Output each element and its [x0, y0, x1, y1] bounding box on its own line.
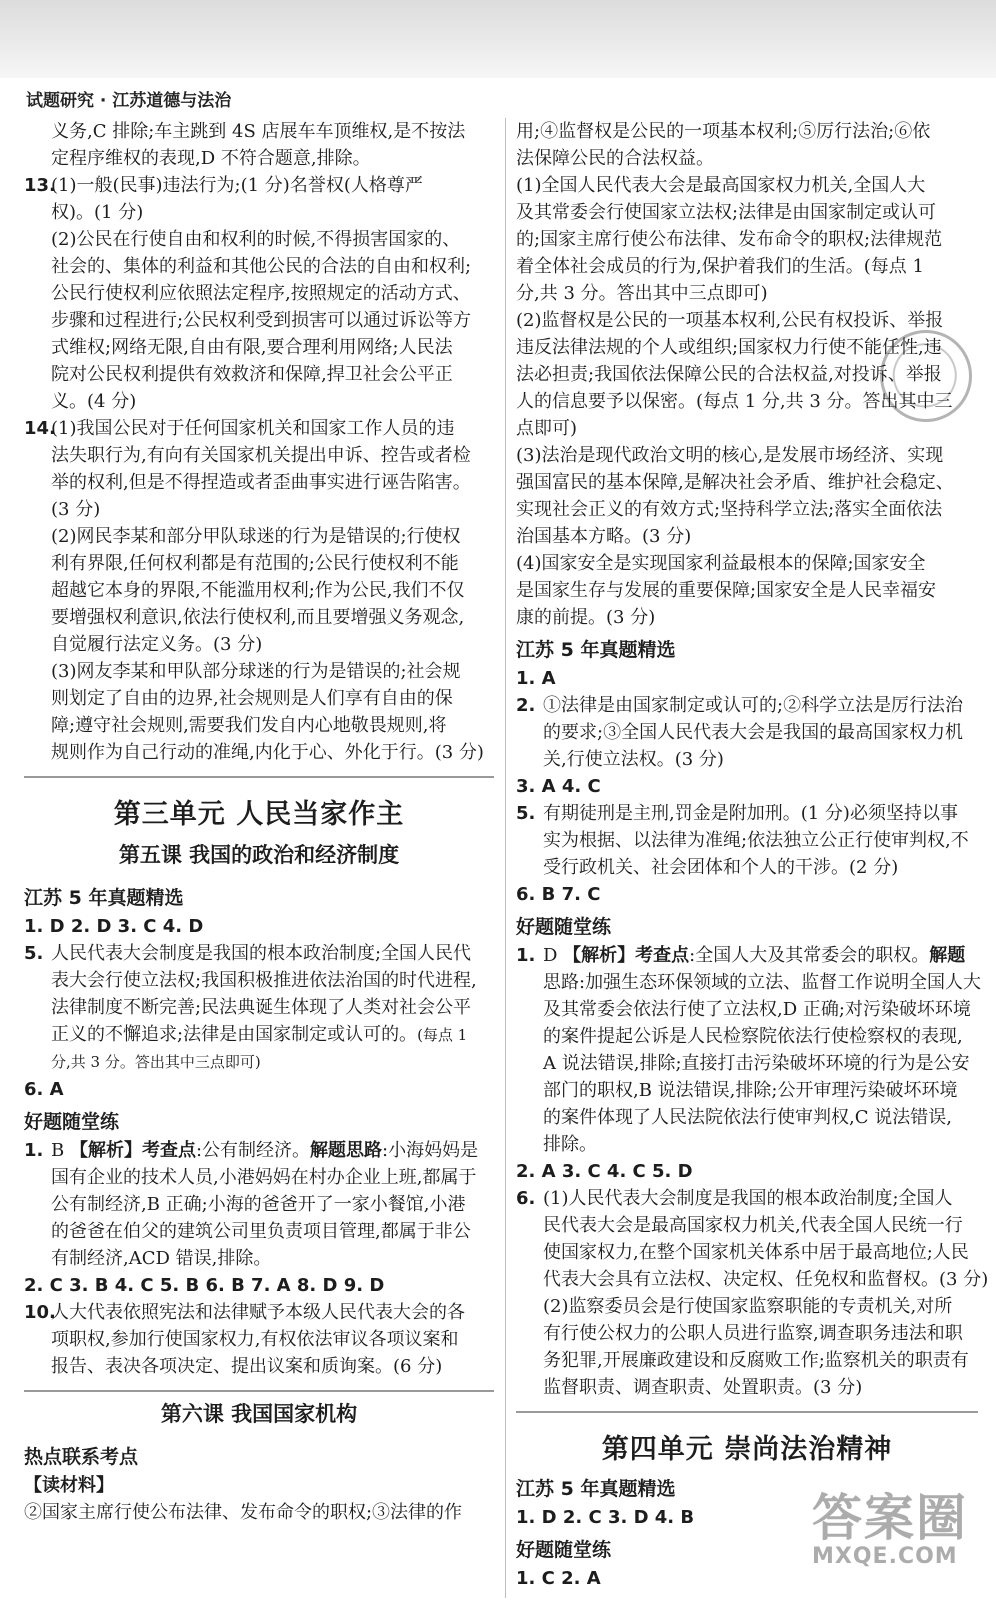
text-line: (2)网民李某和部分甲队球迷的行为是错误的;行使权	[51, 526, 461, 547]
text-line: 治国基本方略。(3 分)	[516, 526, 692, 547]
answer-5	[24, 940, 494, 1076]
text-line: 定程序维权的表现,D 不符合题意,排除。	[51, 148, 371, 169]
section-heading: 好题随堂练	[516, 916, 612, 938]
text-line: ②国家主席行使公布法律、发布命令的职权;③法律的作	[24, 1502, 463, 1523]
question-number: 6.	[516, 1188, 536, 1209]
read-material-tag: 【读材料】	[24, 1475, 114, 1496]
question-number: 13.	[24, 175, 56, 196]
analysis-tag: 【解析】	[563, 945, 636, 966]
section-heading: 好题随堂练	[24, 1111, 120, 1133]
text-line: 违反法律法规的个人或组织;国家权力行使不能任性,违	[516, 337, 942, 358]
text-line: (1)一般(民事)违法行为;(1 分)名誉权(人格尊严	[51, 175, 423, 196]
answer-letter: B	[51, 1140, 65, 1161]
text-line: 正义的不懈追求;法律是由国家制定或认可的。	[51, 1024, 418, 1045]
text-line: 的要求;③全国人民代表大会是我国的最高国家权力机	[543, 722, 964, 743]
score-note: (每点 1	[417, 1026, 468, 1044]
practice-1	[516, 942, 982, 1158]
paragraph-1	[516, 172, 978, 307]
answer-row: 1. D 2. C 3. D 4. B	[516, 1507, 695, 1528]
text-line: 民代表大会是最高国家权力机关,代表全国人民统一行	[543, 1215, 963, 1236]
running-head: 试题研究 · 江苏道德与法治	[26, 91, 232, 111]
text-line: (2)监督权是公民的一项基本权利,公民有权投诉、举报	[516, 310, 944, 331]
text-line: 规则作为自己行动的准绳,内化于心、外化于行。(3 分)	[51, 742, 484, 763]
answer-letter: D	[543, 945, 558, 966]
answer-14	[24, 415, 494, 766]
kaodian-label: 考查点	[635, 945, 690, 966]
text-line: 法律制度不断完善;民法典诞生体现了人类对社会公平	[51, 997, 472, 1018]
watermark-url: MXQE.COM	[812, 1544, 958, 1569]
text-line: 有行使公权力的公职人员进行监察,调查职务违法和职	[543, 1323, 963, 1344]
text-line: 排除。	[543, 1134, 597, 1155]
question-number: 2.	[516, 695, 536, 716]
text-line: 式维权;网络无限,自由有限,要合理利用网络;人民法	[51, 337, 453, 358]
answer-row: 1. C 2. A	[516, 1568, 601, 1589]
section-heading: 热点联系考点	[24, 1446, 139, 1468]
unit-title: 第四单元 崇尚法治精神	[601, 1434, 893, 1465]
paragraph-4	[516, 550, 978, 631]
question-number: 14.	[24, 418, 56, 439]
answer-row: 6. A	[24, 1079, 64, 1100]
text-line: 的;国家主席行使公布法律、发布命令的职权;法律规范	[516, 229, 943, 250]
text-line: 障;遵守社会规则,需要我们发自内心地敬畏规则,将	[51, 715, 447, 736]
text-line: 法保障公民的合法权益。	[516, 148, 714, 169]
question-number: 1.	[516, 945, 536, 966]
answer-row: 2. A 3. C 4. C 5. D	[516, 1161, 693, 1182]
text-line: 公民行使权利应依照法定程序,按照规定的活动方式、	[51, 283, 471, 304]
silu-label: 解题	[929, 945, 966, 966]
text-line: 有期徒刑是主刑,罚金是附加刑。(1 分)必须坚持以事	[543, 803, 958, 824]
text-line: 分,共 3 分。答出其中三点即可)	[516, 283, 768, 304]
section-heading: 江苏 5 年真题精选	[516, 1478, 676, 1500]
section-heading: 江苏 5 年真题精选	[24, 887, 184, 909]
column-divider	[505, 118, 506, 1598]
text-line: 关,行使立法权。(3 分)	[543, 749, 724, 770]
question-number: 5.	[24, 943, 44, 964]
section-divider	[24, 776, 494, 778]
text-line: 强国富民的基本保障,是解决社会矛盾、维护社会稳定、	[516, 472, 954, 493]
text-line: 使国家权力,在整个国家机关体系中居于最高地位;人民	[543, 1242, 969, 1263]
site-watermark	[812, 1478, 968, 1569]
paragraph-3	[516, 442, 978, 550]
text-line: 及其常委会行使国家立法权;法律是由国家制定或认可	[516, 202, 937, 223]
text-line: 着全体社会成员的行为,保护着我们的生活。(每点 1	[516, 256, 924, 277]
answer-row: 3. A 4. C	[516, 776, 601, 797]
text-line: 实现社会正义的有效方式;坚持科学立法;落实全面依法	[516, 499, 943, 520]
text-line: 务犯罪,开展廉政建设和反腐败工作;监察机关的职责有	[543, 1350, 969, 1371]
lesson-title: 第六课 我国国家机构	[160, 1402, 358, 1426]
text-line: 点即可)	[516, 418, 578, 439]
text-line: (3)法治是现代政治文明的核心,是发展市场经济、实现	[516, 445, 944, 466]
text-line: 项职权,参加行使国家权力,有权依法审议各项议案和	[51, 1329, 459, 1350]
text-line: (2)公民在行使自由和权利的时候,不得损害国家的、	[51, 229, 461, 250]
answer-2	[516, 692, 978, 773]
text-line: 报告、表决各项决定、提出议案和质询案。(6 分)	[51, 1356, 443, 1377]
text-line: (3)网友李某和甲队部分球迷的行为是错误的;社会规	[51, 661, 461, 682]
question-number: 10.	[24, 1302, 56, 1323]
kaodian-text: :公有制经济。	[195, 1140, 311, 1161]
kaodian-label: 考查点	[141, 1140, 196, 1161]
practice-6	[516, 1185, 989, 1401]
text-line: 义。(4 分)	[51, 391, 137, 412]
left-intro	[24, 118, 494, 172]
answer-row: 1. A	[516, 668, 556, 689]
text-line: 要增强权利意识,依法行使权利,而且要增强义务观念,	[51, 607, 465, 628]
text-line: 实为根据、以法律为准绳;依法独立公正行使审判权,不	[543, 830, 969, 851]
text-line: 是国家生存与发展的重要保障;国家安全是人民幸福安	[516, 580, 937, 601]
text-line: 公有制经济,B 正确;小海的爸爸开了一家小餐馆,小港	[51, 1194, 466, 1215]
text-line: 超越它本身的界限,不能滥用权利;作为公民,我们不仅	[51, 580, 465, 601]
text-line: (2)监察委员会是行使国家监察职能的专责机关,对所	[543, 1296, 953, 1317]
answer-row: 1. D 2. D 3. C 4. D	[24, 916, 204, 937]
text-line: 及其常委会依法行使了立法权,D 正确;对污染破坏环境	[543, 999, 971, 1020]
answer-row: 2. C 3. B 4. C 5. B 6. B 7. A 8. D 9. D	[24, 1275, 385, 1296]
watermark-logo: 答案圈	[812, 1489, 968, 1547]
text-line: 表大会行使立法权;我国积极推进依法治国的时代进程,	[51, 970, 477, 991]
text-line: 举的权利,但是不得捏造或者歪曲事实进行诬告陷害。	[51, 472, 471, 493]
text-line: 人民代表大会制度是我国的根本政治制度;全国人民代	[51, 943, 472, 964]
text-line: 社会的、集体的利益和其他公民的合法的自由和权利;	[51, 256, 472, 277]
answer-row: 6. B 7. C	[516, 884, 601, 905]
section-heading: 好题随堂练	[516, 1539, 612, 1561]
text-line: (1)全国人民代表大会是最高国家权力机关,全国人大	[516, 175, 926, 196]
text-line: 有制经济,ACD 错误,排除。	[51, 1248, 272, 1269]
section-divider	[24, 1390, 494, 1392]
practice-1	[24, 1137, 494, 1272]
text-line: (1)人民代表大会制度是我国的根本政治制度;全国人	[543, 1188, 953, 1209]
kaodian-text: :全国人大及其常委会的职权。	[689, 945, 930, 966]
text-line: 利有界限,任何权利都是有范围的;公民行使权利不能	[51, 553, 459, 574]
score-note: 分,共 3 分。答出其中三点即可)	[51, 1053, 261, 1071]
question-number: 5.	[516, 803, 536, 824]
text-line: 受行政机关、社会团体和个人的干涉。(2 分)	[543, 857, 899, 878]
text-line: ①法律是由国家制定或认可的;②科学立法是厉行法治	[543, 695, 964, 716]
section-divider	[516, 1411, 978, 1413]
text-line: 法必担责;我国依法保障公民的合法权益,对投诉、举报	[516, 364, 942, 385]
left-column	[24, 118, 494, 1526]
text-line: 院对公民权利提供有效救济和保障,捍卫社会公平正	[51, 364, 453, 385]
text-line: 则划定了自由的边界,社会规则是人们享有自由的保	[51, 688, 453, 709]
unit-title: 第三单元 人民当家作主	[113, 799, 405, 830]
text-line: 的爸爸在伯父的建筑公司里负责项目管理,都属于非公	[51, 1221, 471, 1242]
text-line: 的案件体现了人民法院依法行使审判权,C 说法错误,	[543, 1107, 952, 1128]
silu-label: 解题思路	[310, 1140, 383, 1161]
text-line: 用;④监督权是公民的一项基本权利;⑤厉行法治;⑥依	[516, 121, 931, 142]
text-line: 国有企业的技术人员,小港妈妈在村办企业上班,都属于	[51, 1167, 477, 1188]
section-heading: 江苏 5 年真题精选	[516, 639, 676, 661]
silu-text: :小海妈妈是	[382, 1140, 479, 1161]
text-line: 康的前提。(3 分)	[516, 607, 656, 628]
text-line: 法失职行为,有向有关国家机关提出申诉、控告或者检	[51, 445, 471, 466]
text-line: A 说法错误,排除;直接打击污染破坏环境的行为是公安	[543, 1053, 970, 1074]
answer-10	[24, 1299, 494, 1380]
lesson-title: 第五课 我国的政治和经济制度	[118, 843, 400, 867]
answer-5	[516, 800, 978, 881]
text-line: 人大代表依照宪法和法律赋予本级人民代表大会的各	[51, 1302, 465, 1323]
text-line: 义务,C 排除;车主跳到 4S 店展车车顶维权,是不按法	[51, 121, 466, 142]
answer-13	[24, 172, 494, 415]
analysis-tag: 【解析】	[69, 1140, 142, 1161]
text-line: (1)我国公民对于任何国家机关和国家工作人员的违	[51, 418, 455, 439]
text-line: (3 分)	[51, 499, 101, 520]
question-number: 1.	[24, 1140, 44, 1161]
text-line: 人的信息要予以保密。(每点 1 分,共 3 分。答出其中三	[516, 391, 953, 412]
text-line: 自觉履行法定义务。(3 分)	[51, 634, 263, 655]
text-line: 监督职责、调查职责、处置职责。(3 分)	[543, 1377, 863, 1398]
text-line: 代表大会具有立法权、决定权、任免权和监督权。(3 分)	[543, 1269, 989, 1290]
text-line: 部门的职权,B 说法错误,排除;公开审理污染破坏环境	[543, 1080, 958, 1101]
text-line: (4)国家安全是实现国家利益最根本的保障;国家安全	[516, 553, 926, 574]
scan-top-band	[0, 0, 996, 78]
text-line: 步骤和过程进行;公民权利受到损害可以通过诉讼等方	[51, 310, 472, 331]
text-line: 思路:加强生态环保领域的立法、监督工作说明全国人大	[543, 972, 982, 993]
text-line: 权)。(1 分)	[51, 202, 144, 223]
text-line: 的案件提起公诉是人民检察院依法行使检察权的表现,	[543, 1026, 963, 1047]
